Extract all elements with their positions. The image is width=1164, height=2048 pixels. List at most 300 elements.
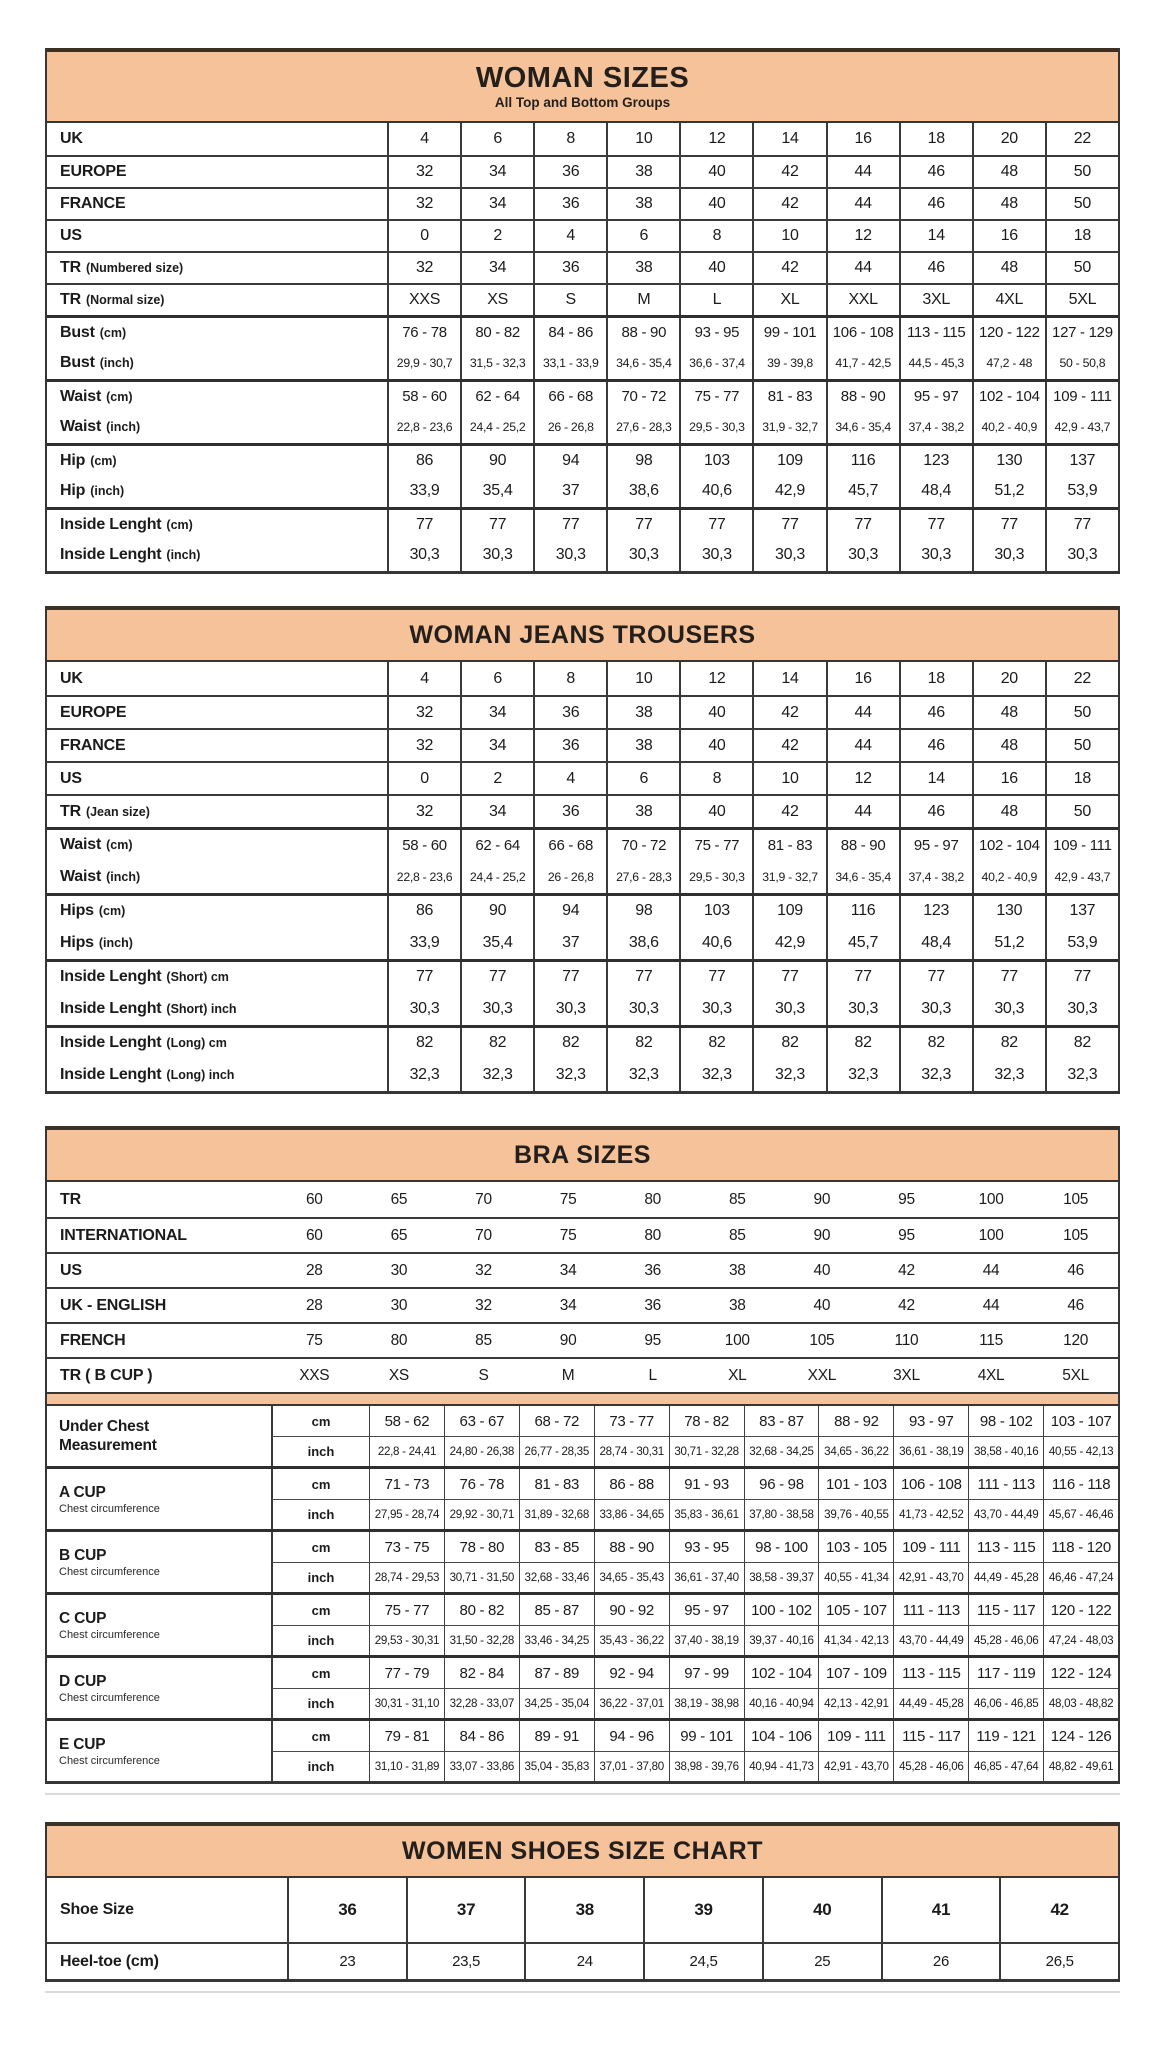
- value-cell: 38: [606, 730, 679, 761]
- value-cell: 111 - 113: [968, 1469, 1043, 1499]
- value-cell: 39 - 39,8: [752, 347, 825, 379]
- table-row: [271, 1499, 1118, 1529]
- value-cell: 103 - 107: [1043, 1406, 1118, 1436]
- table-row: [47, 347, 1118, 379]
- unit-cell: cm: [271, 1658, 369, 1688]
- value-cell: 29,92 - 30,71: [444, 1500, 519, 1529]
- value-cell: 6: [606, 221, 679, 251]
- value-cell: 36: [644, 1261, 661, 1279]
- row-label: [47, 382, 387, 411]
- cup-group-label: [47, 1469, 271, 1529]
- value-cell: 14: [752, 662, 825, 695]
- value-cell: 30,3: [679, 992, 752, 1025]
- value-cell: 41,34 - 42,13: [818, 1626, 893, 1655]
- row-label: [47, 347, 387, 379]
- value-cell: 88 - 90: [594, 1532, 669, 1562]
- table-row: [47, 926, 1118, 959]
- value-cell: 42: [898, 1296, 915, 1314]
- value-cell: 115: [979, 1331, 1003, 1349]
- value-cell: 77: [826, 962, 899, 992]
- value-cell: 36: [644, 1296, 661, 1314]
- table-row: [47, 1252, 1118, 1287]
- row-label-main: Hips: [60, 902, 94, 919]
- value-cell: 77: [972, 510, 1045, 539]
- value-cell: 27,95 - 28,74: [369, 1500, 444, 1529]
- cup-group-label: [47, 1532, 271, 1592]
- value-cell: 30,3: [533, 539, 606, 571]
- value-cell: S: [478, 1366, 489, 1384]
- value-cell: 32: [387, 253, 460, 283]
- value-cell: 77: [533, 510, 606, 539]
- value-cell: 44: [826, 253, 899, 283]
- value-cell: 36: [287, 1878, 406, 1942]
- value-cell: 123: [899, 896, 972, 926]
- value-cell: 82: [679, 1028, 752, 1058]
- cup-description: Chest circumference: [59, 1566, 160, 1579]
- value-cell: 44: [982, 1296, 1000, 1314]
- cup-name: E CUP: [59, 1735, 106, 1753]
- value-cell: 85: [475, 1331, 492, 1349]
- value-cell: 93 - 95: [679, 318, 752, 347]
- value-cell: 30,3: [679, 539, 752, 571]
- value-cell: 48,4: [899, 475, 972, 507]
- value-cell: 30,3: [387, 992, 460, 1025]
- value-cell: 4XL: [972, 285, 1045, 315]
- value-cell: 58 - 62: [369, 1406, 444, 1436]
- value-cell: 32,3: [1045, 1058, 1118, 1091]
- value-cell: 50: [1045, 730, 1118, 761]
- value-cell: 40,2 - 40,9: [972, 411, 1045, 443]
- table-row: [47, 695, 1118, 728]
- value-cell: 38: [728, 1261, 746, 1279]
- value-cell: 38: [606, 697, 679, 728]
- row-label: [47, 1289, 272, 1322]
- unit-cell: cm: [271, 1406, 369, 1436]
- woman-sizes-title: WOMAN SIZES: [475, 61, 690, 94]
- value-cell: 18: [1045, 763, 1118, 794]
- value-cell: 34,25 - 35,04: [519, 1689, 594, 1718]
- value-cell: 53,9: [1045, 475, 1118, 507]
- row-label: [47, 1058, 387, 1091]
- table-row: [47, 411, 1118, 443]
- row-label-main: Bust: [60, 354, 95, 371]
- value-cell: M: [561, 1366, 575, 1384]
- value-cell: 75: [305, 1331, 323, 1349]
- value-cell: 35,4: [460, 475, 533, 507]
- value-cell: 36,61 - 38,19: [893, 1437, 968, 1466]
- value-cell: 66 - 68: [533, 830, 606, 860]
- value-cell: 77: [972, 962, 1045, 992]
- value-cell: 34: [559, 1261, 577, 1279]
- value-cell: 76 - 78: [387, 318, 460, 347]
- table-row: [47, 1182, 1118, 1217]
- value-cell: 30,3: [460, 992, 533, 1025]
- row-label-main: FRENCH: [60, 1331, 126, 1349]
- value-cell: 42,13 - 42,91: [818, 1689, 893, 1718]
- value-cell: 118 - 120: [1043, 1532, 1118, 1562]
- value-cell: 120 - 122: [1043, 1595, 1118, 1625]
- value-cell: L: [679, 285, 752, 315]
- row-label: [47, 539, 387, 571]
- value-cell: 37: [533, 475, 606, 507]
- row-label-sub: (cm): [106, 838, 133, 852]
- table-row: [47, 728, 1118, 761]
- value-cell: 10: [606, 123, 679, 155]
- value-cell: 32,3: [460, 1058, 533, 1091]
- value-cell: 42: [752, 796, 825, 827]
- value-cell: 111 - 113: [893, 1595, 968, 1625]
- cup-group-row: [47, 1406, 1118, 1466]
- value-cell: 92 - 94: [594, 1658, 669, 1688]
- value-cell: 16: [826, 662, 899, 695]
- value-cell: 65: [390, 1190, 408, 1208]
- value-cell: 45,28 - 46,06: [893, 1752, 968, 1781]
- table-row: [271, 1625, 1118, 1655]
- value-cell: 34: [460, 253, 533, 283]
- value-cell: 90: [460, 896, 533, 926]
- cup-unit-rows: [271, 1469, 1118, 1529]
- value-cell: 36: [533, 157, 606, 187]
- value-cell: 26 - 26,8: [533, 860, 606, 893]
- row-label-sub: (cm): [99, 325, 127, 340]
- value-cell: 30,3: [752, 992, 825, 1025]
- value-cell: 30,3: [899, 992, 972, 1025]
- value-cell: 106 - 108: [826, 318, 899, 347]
- value-cell: 38,98 - 39,76: [669, 1752, 744, 1781]
- value-cell: 105: [1063, 1226, 1089, 1244]
- value-cell: 77: [460, 962, 533, 992]
- value-cell: 100: [978, 1226, 1004, 1244]
- value-cell: 77: [826, 510, 899, 539]
- bra-conversion-rows: [47, 1182, 1118, 1392]
- value-cell: 32,3: [826, 1058, 899, 1091]
- row-label: [47, 1182, 272, 1217]
- value-cell: 4: [533, 763, 606, 794]
- unit-cell: cm: [271, 1469, 369, 1499]
- row-label-sub: (cm): [166, 517, 193, 532]
- value-cell: 81 - 83: [519, 1469, 594, 1499]
- value-cell: 80: [644, 1226, 661, 1244]
- value-cell: 82 - 84: [444, 1658, 519, 1688]
- value-cell: 120: [1063, 1331, 1089, 1349]
- row-label-main: Inside Lenght: [60, 1065, 162, 1083]
- value-cell: 77: [460, 510, 533, 539]
- value-cell: 97 - 99: [669, 1658, 744, 1688]
- value-cell: 46: [899, 189, 972, 219]
- value-cell: 30,71 - 31,50: [444, 1563, 519, 1592]
- value-cell: 30,3: [972, 992, 1045, 1025]
- value-cell: 116 - 118: [1043, 1469, 1118, 1499]
- value-cell: 20: [972, 662, 1045, 695]
- value-cell: 75: [559, 1226, 577, 1244]
- value-cell: 33,1 - 33,9: [533, 347, 606, 379]
- value-cell: 34: [559, 1296, 577, 1314]
- row-label-sub: (Jean size): [85, 804, 150, 819]
- value-cell: 29,9 - 30,7: [387, 347, 460, 379]
- value-cell: 62 - 64: [460, 830, 533, 860]
- value-cell: 42: [752, 730, 825, 761]
- value-cell: 46: [899, 157, 972, 187]
- value-cell: 29,53 - 30,31: [369, 1626, 444, 1655]
- row-label: [47, 662, 387, 695]
- value-cell: 109: [752, 446, 825, 475]
- value-cell: 30,31 - 31,10: [369, 1689, 444, 1718]
- cup-name: A CUP: [59, 1483, 106, 1501]
- value-cell: 39,37 - 40,16: [744, 1626, 819, 1655]
- row-label-main: US: [60, 769, 82, 787]
- value-cell: 20: [972, 123, 1045, 155]
- value-cell: 39: [643, 1878, 762, 1942]
- value-cell: 50: [1045, 253, 1118, 283]
- value-cell: 12: [826, 763, 899, 794]
- row-label: [47, 992, 387, 1025]
- shoes-size-table: [45, 1822, 1120, 1982]
- value-cell: 77: [899, 510, 972, 539]
- value-cell: 40: [813, 1296, 831, 1314]
- cup-unit-rows: [271, 1532, 1118, 1592]
- value-cell: 51,2: [972, 475, 1045, 507]
- value-cell: 124 - 126: [1043, 1721, 1118, 1751]
- value-cell: 24,80 - 26,38: [444, 1437, 519, 1466]
- row-label-main: US: [60, 227, 82, 244]
- value-cell: 85 - 87: [519, 1595, 594, 1625]
- row-label: [47, 253, 387, 283]
- value-cell: 42,9 - 43,7: [1045, 860, 1118, 893]
- value-cell: 77: [752, 962, 825, 992]
- value-cell: 50: [1045, 157, 1118, 187]
- cup-group-label: [47, 1595, 271, 1655]
- value-cell: 44,49 - 45,28: [968, 1563, 1043, 1592]
- value-cell: 95 - 97: [669, 1595, 744, 1625]
- table-row: [47, 1287, 1118, 1322]
- value-cell: 37,4 - 38,2: [899, 411, 972, 443]
- value-cell: 24: [524, 1944, 643, 1979]
- value-cell: 101 - 103: [818, 1469, 893, 1499]
- value-cell: 34: [460, 697, 533, 728]
- value-cell: 0: [387, 763, 460, 794]
- value-cell: 22: [1045, 123, 1118, 155]
- unit-cell: inch: [271, 1563, 369, 1592]
- value-cell: XXS: [299, 1366, 330, 1384]
- value-cell: 37,40 - 38,19: [669, 1626, 744, 1655]
- bra-sizes-header: [47, 1126, 1118, 1182]
- table-row: [47, 283, 1118, 315]
- value-cell: 32,28 - 33,07: [444, 1689, 519, 1718]
- row-label-main: TR: [60, 802, 81, 820]
- value-cell: 31,5 - 32,3: [460, 347, 533, 379]
- value-cell: 33,86 - 34,65: [594, 1500, 669, 1529]
- value-cell: 98 - 100: [744, 1532, 819, 1562]
- value-cell: 31,10 - 31,89: [369, 1752, 444, 1781]
- unit-cell: inch: [271, 1437, 369, 1466]
- value-cell: 41,73 - 42,52: [893, 1500, 968, 1529]
- value-cell: 32,3: [899, 1058, 972, 1091]
- value-cell: 90: [813, 1226, 831, 1244]
- value-cell: 87 - 89: [519, 1658, 594, 1688]
- value-cell: 93 - 95: [669, 1532, 744, 1562]
- table-row: [47, 827, 1118, 860]
- value-cell: 53,9: [1045, 926, 1118, 959]
- table-row: [47, 1025, 1118, 1058]
- row-label: [47, 221, 387, 251]
- table-row: [47, 155, 1118, 187]
- table-row: [47, 251, 1118, 283]
- value-cell: 109 - 111: [893, 1532, 968, 1562]
- value-cell: 32,3: [972, 1058, 1045, 1091]
- value-cell: 30,3: [387, 539, 460, 571]
- value-cell: 95: [898, 1226, 915, 1244]
- row-label: [47, 1878, 287, 1942]
- value-cell: 82: [972, 1028, 1045, 1058]
- value-cell: 38,19 - 38,98: [669, 1689, 744, 1718]
- value-cell: M: [606, 285, 679, 315]
- value-cell: 95: [898, 1190, 915, 1208]
- table-row: [271, 1688, 1118, 1718]
- value-cell: 34,6 - 35,4: [826, 411, 899, 443]
- value-cell: 47,2 - 48: [972, 347, 1045, 379]
- value-cell: 38: [606, 253, 679, 283]
- value-cell: 5XL: [1045, 285, 1118, 315]
- value-cell: 77: [387, 510, 460, 539]
- value-cell: 77: [752, 510, 825, 539]
- table-row: [47, 992, 1118, 1025]
- value-cell: 32: [387, 157, 460, 187]
- value-cell: 38: [606, 189, 679, 219]
- value-cell: 44: [826, 157, 899, 187]
- value-cell: 24,4 - 25,2: [460, 860, 533, 893]
- value-cell: 93 - 97: [893, 1406, 968, 1436]
- value-cell: 4XL: [977, 1366, 1005, 1384]
- value-cell: 71 - 73: [369, 1469, 444, 1499]
- value-cell: 23: [287, 1944, 406, 1979]
- value-cell: 63 - 67: [444, 1406, 519, 1436]
- value-cell: 32,68 - 34,25: [744, 1437, 819, 1466]
- value-cell: 34,65 - 35,43: [594, 1563, 669, 1592]
- value-cell: 40: [679, 189, 752, 219]
- value-cell: 37,80 - 38,58: [744, 1500, 819, 1529]
- cup-group-label: [47, 1658, 271, 1718]
- value-cell: 45,7: [826, 926, 899, 959]
- value-cell: 28,74 - 29,53: [369, 1563, 444, 1592]
- row-label-sub: (inch): [90, 484, 125, 498]
- value-cell: 10: [606, 662, 679, 695]
- value-cell: 107 - 109: [818, 1658, 893, 1688]
- value-cell: 26: [881, 1944, 1000, 1979]
- value-cell: 30,71 - 32,28: [669, 1437, 744, 1466]
- woman-sizes-table: [45, 48, 1120, 574]
- row-label: [47, 962, 387, 992]
- table-row: [47, 187, 1118, 219]
- value-cell: 81 - 83: [752, 830, 825, 860]
- value-cell: 130: [972, 446, 1045, 475]
- value-cell: 88 - 92: [818, 1406, 893, 1436]
- value-cell: 82: [606, 1028, 679, 1058]
- table-row: [271, 1436, 1118, 1466]
- value-cell: 30,3: [1045, 992, 1118, 1025]
- value-cell: 82: [533, 1028, 606, 1058]
- row-label-sub: (Long) inch: [166, 1067, 235, 1082]
- value-cell: 98: [606, 896, 679, 926]
- value-cell: 26 - 26,8: [533, 411, 606, 443]
- value-cell: 28,74 - 30,31: [594, 1437, 669, 1466]
- value-cell: 50: [1045, 796, 1118, 827]
- cup-description: Chest circumference: [59, 1629, 160, 1642]
- value-cell: 31,89 - 32,68: [519, 1500, 594, 1529]
- value-cell: 60: [305, 1190, 323, 1208]
- value-cell: 8: [533, 123, 606, 155]
- value-cell: 83 - 85: [519, 1532, 594, 1562]
- value-cell: 4: [387, 123, 460, 155]
- value-cell: 35,43 - 36,22: [594, 1626, 669, 1655]
- value-cell: 60: [305, 1226, 323, 1244]
- value-cell: 32: [475, 1261, 492, 1279]
- value-cell: 95: [644, 1331, 661, 1349]
- cup-unit-rows: [271, 1658, 1118, 1718]
- value-cell: 35,83 - 36,61: [669, 1500, 744, 1529]
- value-cell: 48,03 - 48,82: [1043, 1689, 1118, 1718]
- row-label-main: EUROPE: [60, 163, 127, 180]
- value-cell: 32,3: [606, 1058, 679, 1091]
- value-cell: 40: [813, 1261, 831, 1279]
- value-cell: 24,5: [643, 1944, 762, 1979]
- table-row: [47, 761, 1118, 794]
- value-cell: 103: [679, 446, 752, 475]
- row-label-sub: (cm): [106, 389, 133, 404]
- table-row: [47, 1058, 1118, 1091]
- value-cell: 23,5: [406, 1944, 525, 1979]
- value-cell: 36,6 - 37,4: [679, 347, 752, 379]
- value-cell: 113 - 115: [899, 318, 972, 347]
- value-cell: 29,5 - 30,3: [679, 860, 752, 893]
- value-cell: 70 - 72: [606, 382, 679, 411]
- row-label-main: TR: [60, 259, 81, 276]
- value-cell: 109 - 111: [818, 1721, 893, 1751]
- table-row: [271, 1532, 1118, 1562]
- row-label-main: Inside Lenght: [60, 1034, 162, 1051]
- value-cell: 48: [972, 730, 1045, 761]
- value-cell: 34: [460, 730, 533, 761]
- value-cell: 77: [899, 962, 972, 992]
- value-cell: 78 - 82: [669, 1406, 744, 1436]
- value-cell: 51,2: [972, 926, 1045, 959]
- value-cell: XL: [728, 1366, 747, 1384]
- value-cell: 40: [679, 253, 752, 283]
- value-cell: 62 - 64: [460, 382, 533, 411]
- cup-group-row: [47, 1466, 1118, 1529]
- table-row: [47, 443, 1118, 475]
- value-cell: 42,91 - 43,70: [818, 1752, 893, 1781]
- value-cell: 46: [899, 253, 972, 283]
- value-cell: 119 - 121: [968, 1721, 1043, 1751]
- value-cell: 38: [606, 796, 679, 827]
- value-cell: 22,8 - 24,41: [369, 1437, 444, 1466]
- value-cell: 37,01 - 37,80: [594, 1752, 669, 1781]
- value-cell: 30,3: [1045, 539, 1118, 571]
- value-cell: 82: [826, 1028, 899, 1058]
- value-cell: 40,6: [679, 475, 752, 507]
- value-cell: 45,67 - 46,46: [1043, 1500, 1118, 1529]
- row-label-main: INTERNATIONAL: [60, 1226, 187, 1244]
- value-cell: 32,3: [533, 1058, 606, 1091]
- woman-jeans-title: WOMAN JEANS TROUSERS: [409, 620, 756, 649]
- value-cell: 73 - 75: [369, 1532, 444, 1562]
- value-cell: 43,70 - 44,49: [893, 1626, 968, 1655]
- table-row: [47, 893, 1118, 926]
- value-cell: 70: [475, 1226, 492, 1244]
- value-cell: 77: [606, 510, 679, 539]
- value-cell: 77: [1045, 962, 1118, 992]
- row-label-sub: (cm): [90, 453, 117, 468]
